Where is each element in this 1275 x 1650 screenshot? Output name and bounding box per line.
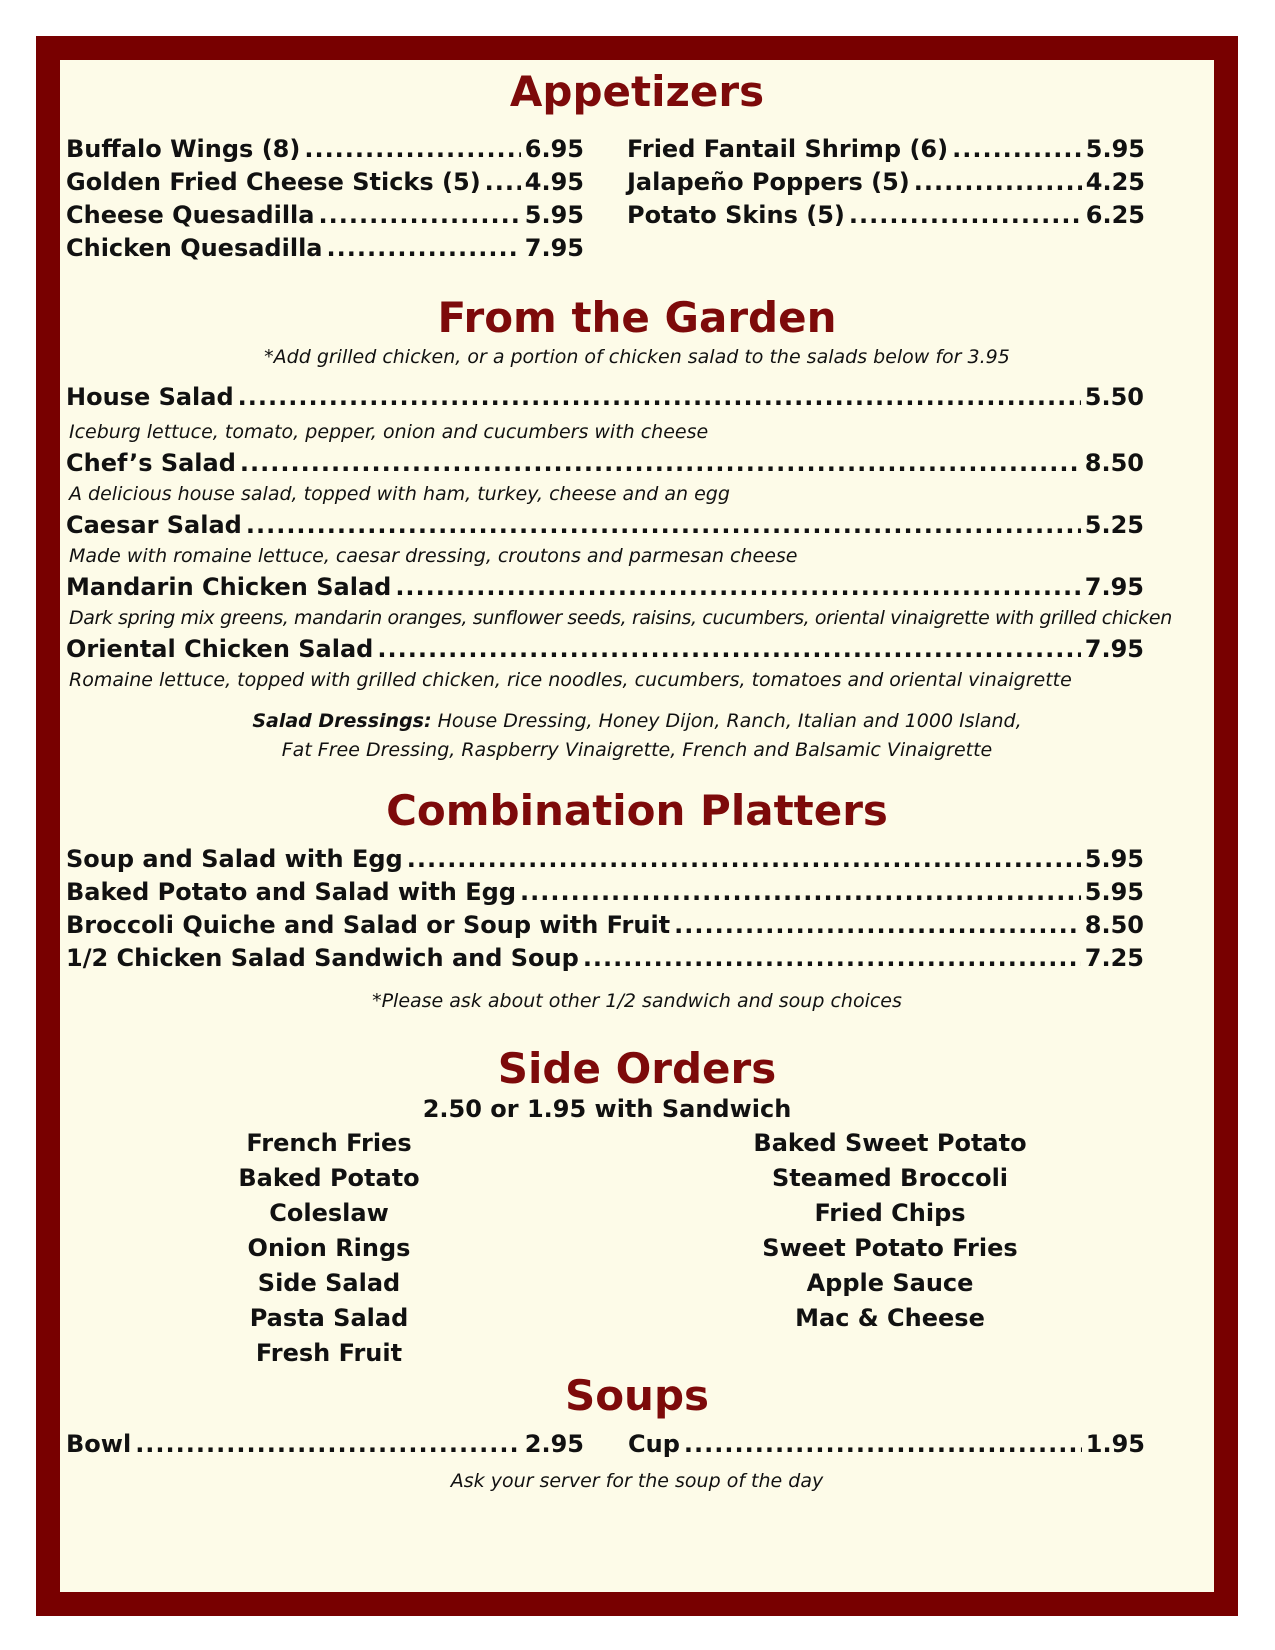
menu-item-cheese-quesadilla — [66, 200, 584, 230]
item-price: 7.25 — [1084, 944, 1144, 972]
soups-note: Ask your server for the soup of the day — [450, 1470, 824, 1492]
item-name: Mandarin Chicken Salad — [66, 573, 392, 601]
item-name: Broccoli Quiche and Salad or Soup with Fruit — [66, 911, 671, 939]
menu-item-soup-cup — [628, 1429, 1145, 1459]
menu-item-buffalo-wings — [66, 134, 584, 164]
item-name: Cup — [628, 1430, 680, 1458]
menu-item-chicken-quesadilla — [66, 233, 584, 263]
item-name: Oriental Chicken Salad — [66, 635, 374, 663]
item-price: 5.95 — [524, 201, 584, 229]
salad-dressings-list-1: House Dressing, Honey Dijon, Ranch, Italian and 1000 Island, — [437, 710, 1022, 732]
side-order-item: Mac & Cheese — [795, 1304, 985, 1332]
item-name: House Salad — [66, 383, 234, 411]
item-price: 7.95 — [524, 234, 584, 262]
item-price: 5.50 — [1084, 383, 1144, 411]
item-description: A delicious house salad, topped with ham, turkey, cheese and an egg — [69, 483, 730, 505]
item-price: 8.50 — [1084, 911, 1144, 939]
item-price: 2.95 — [524, 1430, 584, 1458]
side-order-item: Baked Potato — [238, 1164, 420, 1192]
side-order-list-right — [740, 1126, 1040, 1336]
item-description: Made with romaine lettuce, caesar dressing, croutons and parmesan cheese — [69, 545, 798, 567]
item-name: Buffalo Wings (8) — [66, 135, 301, 163]
item-description: Iceburg lettuce, tomato, pepper, onion and cucumbers with cheese — [69, 421, 709, 443]
platters-heading: Combination Platters — [386, 786, 888, 835]
item-name: Jalapeño Poppers (5) — [627, 168, 910, 196]
item-price: 7.95 — [1084, 635, 1144, 663]
item-name: Baked Potato and Salad with Egg — [66, 878, 516, 906]
menu-item-fantail-shrimp — [627, 134, 1145, 164]
menu-item-cheese-sticks — [66, 167, 584, 197]
menu-item-mandarin-chicken-salad — [66, 572, 1144, 602]
item-price: 5.95 — [1084, 845, 1144, 873]
item-name: Fried Fantail Shrimp (6) — [627, 135, 949, 163]
appetizers-heading: Appetizers — [509, 67, 765, 116]
sides-subtitle: 2.50 or 1.95 with Sandwich — [422, 1095, 792, 1123]
item-name: Bowl — [66, 1430, 132, 1458]
side-order-item: Coleslaw — [269, 1199, 389, 1227]
side-order-item: Apple Sauce — [806, 1269, 974, 1297]
salad-dressings-label: Salad Dressings: — [252, 710, 432, 732]
item-name: 1/2 Chicken Salad Sandwich and Soup — [66, 944, 579, 972]
item-name: Soup and Salad with Egg — [66, 845, 403, 873]
item-price: 7.95 — [1084, 573, 1144, 601]
side-order-item: Side Salad — [257, 1269, 401, 1297]
item-description: Romaine lettuce, topped with grilled chicken, rice noodles, cucumbers, tomatoes and oriental vinaigrette — [69, 669, 1072, 691]
item-price: 5.25 — [1084, 511, 1144, 539]
soups-heading: Soups — [564, 1371, 710, 1420]
side-order-item: Sweet Potato Fries — [762, 1234, 1018, 1262]
item-name: Chef’s Salad — [66, 449, 236, 477]
menu-item-house-salad — [66, 382, 1144, 412]
item-name: Chicken Quesadilla — [66, 234, 323, 262]
menu-item-half-chicken-salad-sandwich — [66, 943, 1144, 973]
garden-heading: From the Garden — [437, 293, 837, 342]
side-order-list-left — [179, 1126, 479, 1371]
salad-dressings-list-2: Fat Free Dressing, Raspberry Vinaigrette, French and Balsamic Vinaigrette — [281, 739, 993, 761]
menu-item-oriental-chicken-salad — [66, 634, 1144, 664]
side-order-item: Fried Chips — [814, 1199, 966, 1227]
side-order-item: Baked Sweet Potato — [753, 1129, 1027, 1157]
menu-item-soup-salad-egg — [66, 844, 1144, 874]
item-name: Caesar Salad — [66, 511, 242, 539]
item-price: 5.95 — [1084, 878, 1144, 906]
item-price: 1.95 — [1085, 1430, 1145, 1458]
menu-item-broccoli-quiche — [66, 910, 1144, 940]
menu-item-baked-potato-salad-egg — [66, 877, 1144, 907]
side-order-item: Onion Rings — [247, 1234, 411, 1262]
menu-item-potato-skins — [627, 200, 1145, 230]
item-name: Golden Fried Cheese Sticks (5) — [66, 168, 481, 196]
side-order-item: Pasta Salad — [249, 1304, 409, 1332]
item-price: 5.95 — [1085, 135, 1145, 163]
garden-note: *Add grilled chicken, or a portion of chicken salad to the salads below for 3.95 — [264, 346, 1010, 368]
menu-item-jalapeno-poppers — [627, 167, 1145, 197]
menu-item-chefs-salad — [66, 448, 1144, 478]
salad-dressings-line — [60, 709, 1214, 733]
item-price: 6.25 — [1085, 201, 1145, 229]
platters-note: *Please ask about other 1/2 sandwich and soup choices — [372, 990, 902, 1012]
item-price: 8.50 — [1084, 449, 1144, 477]
menu-item-caesar-salad — [66, 510, 1144, 540]
item-price: 4.25 — [1085, 168, 1145, 196]
sides-heading: Side Orders — [497, 1044, 777, 1093]
side-order-item: French Fries — [246, 1129, 412, 1157]
item-price: 6.95 — [524, 135, 584, 163]
item-price: 4.95 — [524, 168, 584, 196]
menu-item-soup-bowl — [66, 1429, 584, 1459]
item-name: Potato Skins (5) — [627, 201, 845, 229]
item-name: Cheese Quesadilla — [66, 201, 315, 229]
side-order-item: Steamed Broccoli — [771, 1164, 1009, 1192]
item-description: Dark spring mix greens, mandarin oranges, sunflower seeds, raisins, cucumbers, oriental vinaigrette with grilled chicken — [69, 607, 1172, 629]
side-order-item: Fresh Fruit — [255, 1339, 403, 1367]
